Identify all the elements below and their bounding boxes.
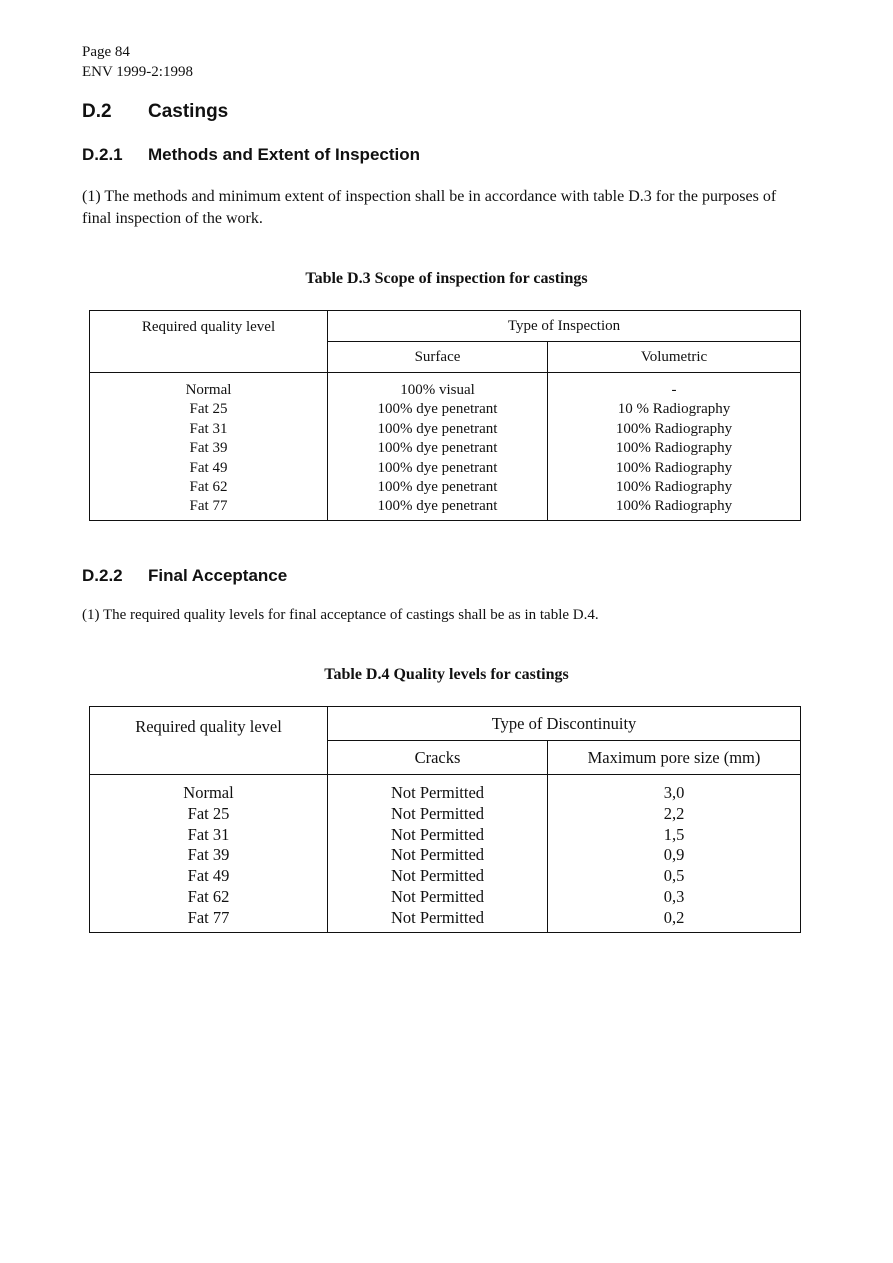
header-required-quality-level: Required quality level [90, 707, 328, 775]
table-row [90, 497, 801, 520]
cell-surface: 100% dye penetrant [328, 400, 548, 419]
cell-quality-level: Fat 49 [90, 866, 328, 887]
cell-quality-level: Fat 62 [90, 887, 328, 908]
cell-surface: 100% dye penetrant [328, 459, 548, 478]
cell-quality-level: Fat 25 [90, 804, 328, 825]
table-d4 [89, 706, 801, 933]
cell-volumetric: 100% Radiography [548, 478, 801, 497]
cell-surface: 100% dye penetrant [328, 497, 548, 520]
cell-max-pore-size: 0,9 [548, 845, 801, 866]
cell-volumetric: 100% Radiography [548, 439, 801, 458]
header-type-of-inspection: Type of Inspection [328, 311, 801, 342]
cell-volumetric: 10 % Radiography [548, 400, 801, 419]
cell-surface: 100% dye penetrant [328, 478, 548, 497]
header-surface: Surface [328, 342, 548, 373]
header-required-quality-level: Required quality level [90, 311, 328, 373]
subsection-title: Methods and Extent of Inspection [148, 145, 421, 164]
subsection-heading-d21 [82, 145, 420, 165]
cell-volumetric: - [548, 373, 801, 401]
cell-quality-level: Fat 77 [90, 908, 328, 932]
cell-cracks: Not Permitted [328, 825, 548, 846]
cell-max-pore-size: 1,5 [548, 825, 801, 846]
paragraph-d21: (1) The methods and minimum extent of inspection shall be in accordance with table D.3 for the purposes of final inspection of the work. [82, 188, 777, 227]
table-d3-body [90, 373, 801, 521]
table-d3 [89, 310, 801, 521]
page-header [82, 42, 193, 82]
table-row [90, 400, 801, 419]
section-title: Castings [148, 101, 229, 122]
cell-max-pore-size: 3,0 [548, 775, 801, 804]
cell-max-pore-size: 0,5 [548, 866, 801, 887]
cell-cracks: Not Permitted [328, 845, 548, 866]
table-row [90, 373, 801, 401]
table-row [90, 478, 801, 497]
table-row [90, 908, 801, 932]
table-d4-body [90, 775, 801, 933]
section-number: D.2 [82, 101, 112, 122]
table-row [90, 887, 801, 908]
cell-quality-level: Fat 31 [90, 825, 328, 846]
header-maximum-pore-size: Maximum pore size (mm) [548, 741, 801, 775]
page-number: Page 84 [82, 44, 130, 60]
cell-quality-level: Fat 62 [90, 478, 328, 497]
table-row [90, 845, 801, 866]
subsection-heading-d22 [82, 566, 287, 586]
table-row [90, 439, 801, 458]
paragraph-d22: (1) The required quality levels for final acceptance of castings shall be as in table D.4. [82, 607, 599, 623]
cell-quality-level: Fat 39 [90, 845, 328, 866]
table-row [90, 775, 801, 804]
subsection-number: D.2.2 [82, 566, 123, 585]
table-row [90, 825, 801, 846]
cell-quality-level: Normal [90, 373, 328, 401]
cell-max-pore-size: 2,2 [548, 804, 801, 825]
subsection-number: D.2.1 [82, 145, 123, 164]
cell-quality-level: Fat 31 [90, 420, 328, 439]
cell-cracks: Not Permitted [328, 866, 548, 887]
table-row [90, 804, 801, 825]
cell-cracks: Not Permitted [328, 887, 548, 908]
table-row [90, 420, 801, 439]
table-d3-caption: Table D.3 Scope of inspection for castings [305, 270, 588, 287]
cell-quality-level: Fat 77 [90, 497, 328, 520]
cell-quality-level: Normal [90, 775, 328, 804]
cell-cracks: Not Permitted [328, 908, 548, 932]
table-d4-caption: Table D.4 Quality levels for castings [324, 666, 569, 683]
cell-max-pore-size: 0,3 [548, 887, 801, 908]
standard-id: ENV 1999-2:1998 [82, 64, 193, 80]
cell-quality-level: Fat 25 [90, 400, 328, 419]
cell-cracks: Not Permitted [328, 804, 548, 825]
cell-surface: 100% dye penetrant [328, 420, 548, 439]
cell-volumetric: 100% Radiography [548, 497, 801, 520]
cell-volumetric: 100% Radiography [548, 420, 801, 439]
cell-surface: 100% visual [328, 373, 548, 401]
cell-cracks: Not Permitted [328, 775, 548, 804]
cell-quality-level: Fat 39 [90, 439, 328, 458]
section-heading-d2 [82, 101, 228, 123]
header-volumetric: Volumetric [548, 342, 801, 373]
cell-quality-level: Fat 49 [90, 459, 328, 478]
header-type-of-discontinuity: Type of Discontinuity [328, 707, 801, 741]
cell-surface: 100% dye penetrant [328, 439, 548, 458]
cell-max-pore-size: 0,2 [548, 908, 801, 932]
header-cracks: Cracks [328, 741, 548, 775]
table-row [90, 866, 801, 887]
cell-volumetric: 100% Radiography [548, 459, 801, 478]
table-row [90, 459, 801, 478]
subsection-title: Final Acceptance [148, 566, 288, 585]
